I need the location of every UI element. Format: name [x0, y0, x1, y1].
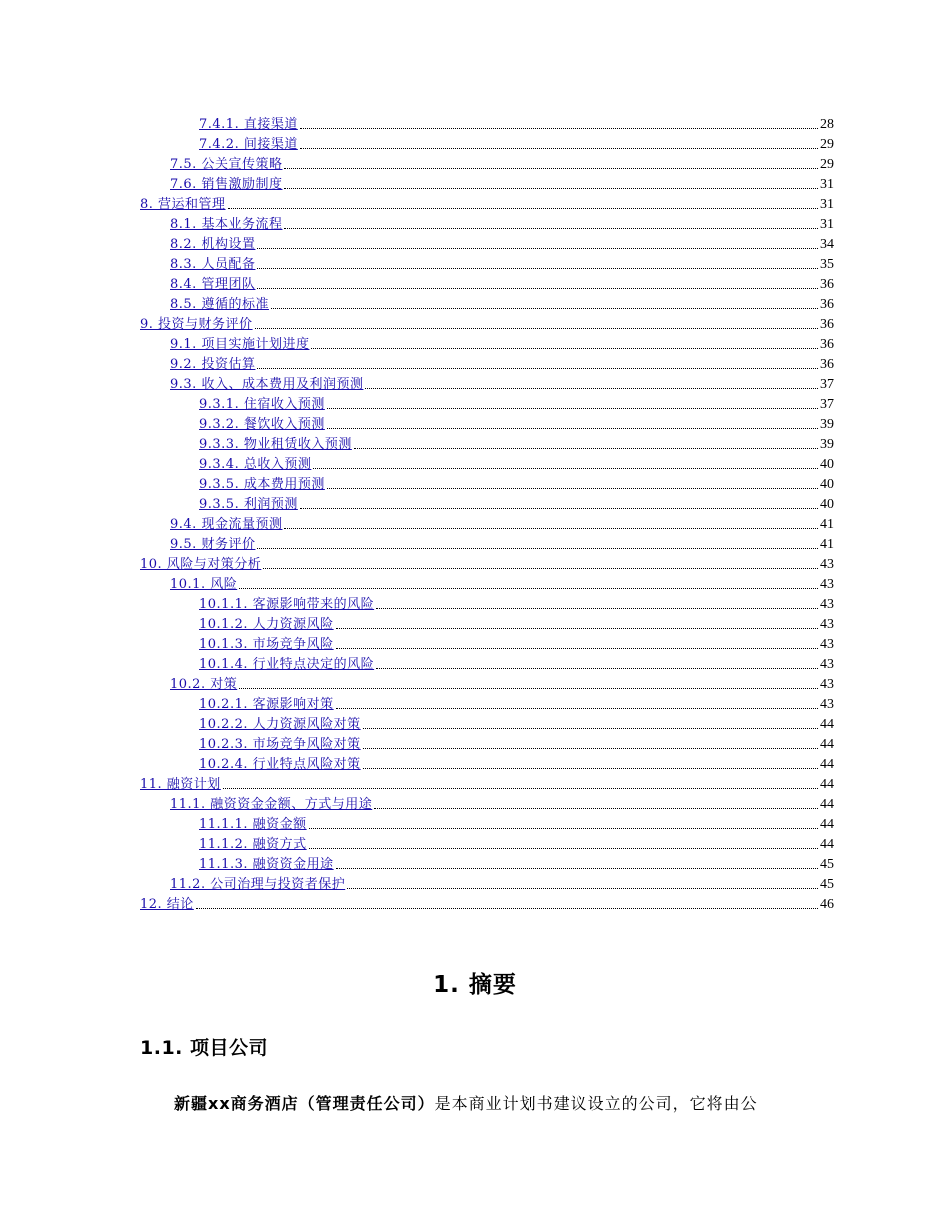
toc-link[interactable]: 8.1. 基本业务流程 [170, 217, 283, 232]
toc-dot-leader [354, 447, 818, 449]
toc-dot-leader [376, 607, 818, 609]
toc-dot-leader [336, 867, 818, 869]
toc-page-number: 36 [820, 317, 834, 332]
toc-link[interactable]: 10.1.3. 市场竞争风险 [199, 637, 334, 652]
toc-dot-leader [365, 387, 818, 389]
toc-link[interactable]: 7.4.2. 间接渠道 [199, 137, 298, 152]
toc-dot-leader [300, 507, 818, 509]
toc-link[interactable]: 8.4. 管理团队 [170, 277, 256, 292]
toc-link[interactable]: 9.3.5. 成本费用预测 [199, 477, 325, 492]
toc-entry[interactable] [140, 193, 834, 213]
toc-entry[interactable] [140, 173, 834, 193]
toc-entry[interactable] [140, 453, 834, 473]
toc-page-number: 44 [820, 737, 834, 752]
toc-dot-leader [239, 587, 818, 589]
toc-entry[interactable] [140, 433, 834, 453]
toc-dot-leader [284, 527, 818, 529]
toc-dot-leader [309, 847, 818, 849]
toc-link[interactable]: 8. 营运和管理 [140, 197, 226, 212]
subsection-heading: 1.1. 项目公司 [140, 1037, 268, 1059]
toc-page-number: 44 [820, 757, 834, 772]
toc-entry[interactable] [140, 813, 834, 833]
toc-entry[interactable] [140, 553, 834, 573]
toc-dot-leader [239, 687, 818, 689]
toc-page-number: 43 [820, 697, 834, 712]
toc-dot-leader [374, 807, 818, 809]
toc-dot-leader [327, 487, 818, 489]
table-of-contents [140, 113, 834, 913]
toc-dot-leader [327, 407, 818, 409]
toc-page-number: 44 [820, 717, 834, 732]
toc-page-number: 43 [820, 637, 834, 652]
toc-link[interactable]: 10.1.2. 人力资源风险 [199, 617, 334, 632]
toc-entry[interactable] [140, 773, 834, 793]
toc-link[interactable]: 8.2. 机构设置 [170, 237, 256, 252]
toc-entry[interactable] [140, 293, 834, 313]
toc-dot-leader [257, 247, 818, 249]
toc-link[interactable]: 10.1.1. 客源影响带来的风险 [199, 597, 375, 612]
toc-page-number: 36 [820, 297, 834, 312]
toc-page-number: 45 [820, 857, 834, 872]
toc-page-number: 43 [820, 597, 834, 612]
toc-link[interactable]: 10.2.4. 行业特点风险对策 [199, 757, 361, 772]
toc-link[interactable]: 9.4. 现金流量预测 [170, 517, 283, 532]
toc-dot-leader [347, 887, 818, 889]
toc-link[interactable]: 9.3.4. 总收入预测 [199, 457, 312, 472]
toc-link[interactable]: 11.1. 融资资金金额、方式与用途 [170, 797, 373, 812]
toc-entry[interactable] [140, 593, 834, 613]
toc-page-number: 28 [820, 117, 834, 132]
toc-entry[interactable] [140, 693, 834, 713]
toc-entry[interactable] [140, 273, 834, 293]
toc-page-number: 34 [820, 237, 834, 252]
toc-entry[interactable] [140, 233, 834, 253]
toc-link[interactable]: 9.5. 财务评价 [170, 537, 256, 552]
toc-dot-leader [257, 267, 818, 269]
toc-entry[interactable] [140, 353, 834, 373]
toc-page-number: 41 [820, 537, 834, 552]
toc-link[interactable]: 10.1.4. 行业特点决定的风险 [199, 657, 375, 672]
toc-dot-leader [257, 367, 818, 369]
toc-dot-leader [309, 827, 818, 829]
toc-link[interactable]: 10.2.1. 客源影响对策 [199, 697, 334, 712]
toc-link[interactable]: 12. 结论 [140, 897, 194, 912]
toc-page-number: 31 [820, 217, 834, 232]
toc-page-number: 43 [820, 657, 834, 672]
toc-dot-leader [313, 467, 818, 469]
toc-link[interactable]: 9.3.1. 住宿收入预测 [199, 397, 325, 412]
toc-dot-leader [257, 287, 818, 289]
toc-entry[interactable] [140, 533, 834, 553]
toc-page-number: 37 [820, 397, 834, 412]
toc-page-number: 40 [820, 477, 834, 492]
toc-dot-leader [300, 147, 818, 149]
toc-link[interactable]: 11. 融资计划 [140, 777, 221, 792]
toc-dot-leader [336, 647, 818, 649]
toc-link[interactable]: 7.5. 公关宣传策略 [170, 157, 283, 172]
toc-dot-leader [228, 207, 818, 209]
toc-page-number: 35 [820, 257, 834, 272]
toc-link[interactable]: 9. 投资与财务评价 [140, 317, 253, 332]
toc-link[interactable]: 7.6. 销售激励制度 [170, 177, 283, 192]
toc-page-number: 45 [820, 877, 834, 892]
toc-link[interactable]: 9.1. 项目实施计划进度 [170, 337, 310, 352]
toc-link[interactable]: 11.1.1. 融资金额 [199, 817, 307, 832]
section-heading: 1. 摘要 [433, 972, 517, 998]
body-paragraph [140, 1093, 834, 1115]
toc-link[interactable]: 10.1. 风险 [170, 577, 238, 592]
toc-page-number: 31 [820, 177, 834, 192]
toc-link[interactable]: 9.2. 投资估算 [170, 357, 256, 372]
toc-dot-leader [376, 667, 818, 669]
toc-entry[interactable] [140, 473, 834, 493]
toc-entry[interactable] [140, 793, 834, 813]
toc-dot-leader [336, 707, 818, 709]
toc-entry[interactable] [140, 313, 834, 333]
toc-page-number: 29 [820, 137, 834, 152]
toc-page-number: 29 [820, 157, 834, 172]
toc-page-number: 36 [820, 357, 834, 372]
toc-link[interactable]: 11.1.2. 融资方式 [199, 837, 307, 852]
toc-entry[interactable] [140, 373, 834, 393]
toc-page-number: 43 [820, 577, 834, 592]
toc-page-number: 40 [820, 457, 834, 472]
toc-dot-leader [196, 907, 818, 909]
toc-link[interactable]: 9.3.2. 餐饮收入预测 [199, 417, 325, 432]
toc-page-number: 44 [820, 797, 834, 812]
toc-link[interactable]: 9.3.3. 物业租赁收入预测 [199, 437, 352, 452]
toc-entry[interactable] [140, 253, 834, 273]
toc-page-number: 31 [820, 197, 834, 212]
toc-dot-leader [271, 307, 818, 309]
toc-dot-leader [363, 747, 818, 749]
toc-dot-leader [263, 567, 818, 569]
toc-page-number: 36 [820, 277, 834, 292]
toc-page-number: 39 [820, 437, 834, 452]
company-name: 新疆xx商务酒店（管理责任公司） [174, 1094, 435, 1113]
toc-dot-leader [257, 547, 818, 549]
toc-dot-leader [223, 787, 818, 789]
toc-dot-leader [363, 727, 818, 729]
toc-entry[interactable] [140, 733, 834, 753]
toc-entry[interactable] [140, 853, 834, 873]
toc-page-number: 44 [820, 777, 834, 792]
toc-link[interactable]: 9.3.5. 利润预测 [199, 497, 298, 512]
toc-page-number: 43 [820, 677, 834, 692]
toc-dot-leader [255, 327, 818, 329]
toc-dot-leader [327, 427, 818, 429]
toc-link[interactable]: 10.2.3. 市场竞争风险对策 [199, 737, 361, 752]
toc-dot-leader [300, 127, 818, 129]
toc-entry[interactable] [140, 713, 834, 733]
toc-dot-leader [311, 347, 818, 349]
toc-entry[interactable] [140, 633, 834, 653]
toc-entry[interactable] [140, 393, 834, 413]
toc-entry[interactable] [140, 113, 834, 133]
toc-entry[interactable] [140, 613, 834, 633]
toc-dot-leader [336, 627, 818, 629]
toc-entry[interactable] [140, 893, 834, 913]
toc-page-number: 41 [820, 517, 834, 532]
toc-dot-leader [284, 227, 818, 229]
toc-page-number: 44 [820, 817, 834, 832]
toc-entry[interactable] [140, 673, 834, 693]
toc-link[interactable]: 10. 风险与对策分析 [140, 557, 262, 572]
toc-link[interactable]: 10.2.2. 人力资源风险对策 [199, 717, 361, 732]
toc-link[interactable]: 11.1.3. 融资资金用途 [199, 857, 334, 872]
toc-link[interactable]: 7.4.1. 直接渠道 [199, 117, 298, 132]
toc-dot-leader [284, 187, 818, 189]
toc-page-number: 43 [820, 557, 834, 572]
toc-entry[interactable] [140, 213, 834, 233]
paragraph-text: 是本商业计划书建议设立的公司，它将由公 [434, 1094, 758, 1113]
toc-entry[interactable] [140, 513, 834, 533]
toc-link[interactable]: 8.5. 遵循的标准 [170, 297, 269, 312]
toc-page-number: 36 [820, 337, 834, 352]
toc-entry[interactable] [140, 753, 834, 773]
toc-page-number: 37 [820, 377, 834, 392]
toc-dot-leader [363, 767, 818, 769]
toc-page-number: 43 [820, 617, 834, 632]
toc-entry[interactable] [140, 413, 834, 433]
toc-entry[interactable] [140, 873, 834, 893]
toc-page-number: 40 [820, 497, 834, 512]
toc-page-number: 46 [820, 897, 834, 912]
toc-entry[interactable] [140, 653, 834, 673]
toc-page-number: 44 [820, 837, 834, 852]
toc-link[interactable]: 8.3. 人员配备 [170, 257, 256, 272]
toc-dot-leader [284, 167, 818, 169]
toc-link[interactable]: 10.2. 对策 [170, 677, 238, 692]
toc-entry[interactable] [140, 133, 834, 153]
toc-entry[interactable] [140, 333, 834, 353]
toc-entry[interactable] [140, 833, 834, 853]
toc-link[interactable]: 9.3. 收入、成本费用及利润预测 [170, 377, 364, 392]
toc-entry[interactable] [140, 153, 834, 173]
toc-page-number: 39 [820, 417, 834, 432]
toc-link[interactable]: 11.2. 公司治理与投资者保护 [170, 877, 346, 892]
toc-entry[interactable] [140, 573, 834, 593]
toc-entry[interactable] [140, 493, 834, 513]
